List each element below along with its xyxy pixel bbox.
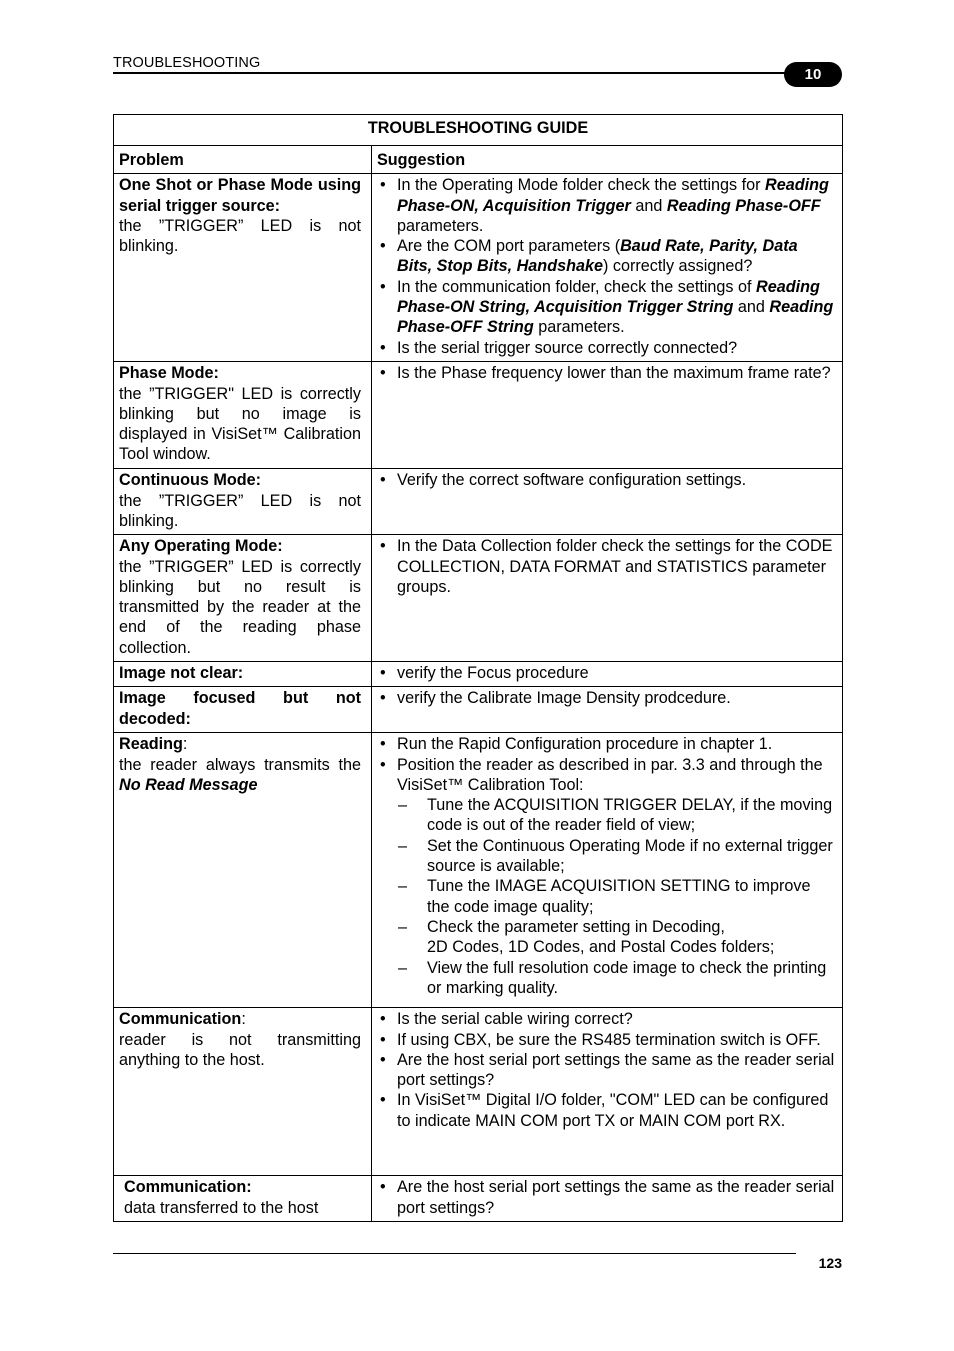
problem-description: the ”TRIGGER” LED is correctly blinking but no result is transmitted by the reader at the end of the reading phase collection.	[119, 557, 361, 657]
sub-item: – Check the parameter setting in Decoding, 2D Codes, 1D Codes, and Postal Codes folders;	[398, 917, 836, 958]
problem-cell	[114, 535, 372, 662]
suggestion-item: • Is the Phase frequency lower than the maximum frame rate?	[378, 363, 836, 383]
problem-cell	[114, 174, 372, 362]
suggestion-cell	[372, 1176, 843, 1222]
table-row	[114, 662, 843, 687]
suggestion-item: • Is the serial cable wiring correct?	[378, 1009, 836, 1029]
problem-description: data transferred to the host	[124, 1198, 319, 1217]
suggestion-item: • In the communication folder, check the settings of Reading Phase-ON String, Acquisition Trigger String and Reading Phase-OFF String parameters.	[378, 277, 836, 338]
problem-title: One Shot or Phase Mode using serial trigger source:	[119, 176, 361, 215]
suggestion-item: • Verify the correct software configuration settings.	[378, 470, 836, 490]
suggestion-cell	[372, 662, 843, 687]
problem-cell	[114, 362, 372, 469]
column-header-problem: Problem	[114, 146, 372, 174]
column-header-suggestion: Suggestion	[372, 146, 843, 174]
section-header: TROUBLESHOOTING	[113, 55, 261, 71]
header-rule	[113, 72, 803, 74]
suggestion-cell	[372, 733, 843, 1008]
problem-description: reader is not transmitting anything to the host.	[119, 1030, 361, 1069]
sub-item: – Set the Continuous Operating Mode if no external trigger source is available;	[398, 836, 836, 877]
suggestion-item: • In VisiSet™ Digital I/O folder, "COM" LED can be configured to indicate MAIN COM port TX or MAIN COM port RX.	[378, 1090, 836, 1131]
page-number: 123	[818, 1255, 842, 1271]
problem-cell	[114, 687, 372, 733]
table-row	[114, 469, 843, 535]
sub-item: – View the full resolution code image to check the printing or marking quality.	[398, 958, 836, 999]
suggestion-item: • Position the reader as described in par. 3.3 and through the VisiSet™ Calibration Tool: – Tune the ACQUISITION TRIGGER DELAY, if the moving code is out of the reader field of view; – Set the Continuous Operating Mode if no external trigger source is available; – Tune the IMAGE ACQUISITION SETTING to improve the code image quality; – Check the parameter setting in Decoding, 2D Codes, 1D Codes, and Postal Codes folders; – View the full resolution code image to check the printing or marking quality.	[378, 755, 836, 999]
suggestion-item: • Are the host serial port settings the same as the reader serial port settings?	[378, 1050, 836, 1091]
problem-title: Communication:	[119, 1010, 246, 1029]
problem-cell	[114, 662, 372, 687]
problem-description: the ”TRIGGER" LED is correctly blinking but no image is displayed in VisiSet™ Calibration Tool window.	[119, 384, 361, 464]
suggestion-item: • If using CBX, be sure the RS485 termination switch is OFF.	[378, 1030, 836, 1050]
footer-rule	[113, 1253, 796, 1254]
problem-title: Continuous Mode:	[119, 471, 262, 490]
suggestion-cell	[372, 174, 843, 362]
problem-cell	[114, 469, 372, 535]
problem-description: the ”TRIGGER” LED is not blinking.	[119, 216, 361, 256]
problem-title: Phase Mode:	[119, 364, 219, 383]
suggestion-cell	[372, 1008, 843, 1176]
suggestion-cell	[372, 362, 843, 469]
problem-description: the ”TRIGGER” LED is not blinking.	[119, 491, 361, 530]
problem-title: Reading:	[119, 735, 188, 754]
suggestion-item: • Run the Rapid Configuration procedure in chapter 1.	[378, 734, 836, 754]
table-row	[114, 687, 843, 733]
problem-cell	[114, 1008, 372, 1176]
suggestion-item: • In the Data Collection folder check the settings for the CODE COLLECTION, DATA FORMAT and STATISTICS parameter groups.	[378, 536, 836, 597]
sub-item: – Tune the ACQUISITION TRIGGER DELAY, if the moving code is out of the reader field of view;	[398, 795, 836, 836]
chapter-badge: 10	[784, 62, 842, 87]
suggestion-cell	[372, 535, 843, 662]
table-row	[114, 535, 843, 662]
suggestion-item: • verify the Calibrate Image Density prodcedure.	[378, 688, 836, 708]
table-row	[114, 174, 843, 362]
problem-title: Image not clear:	[119, 664, 244, 683]
table-row	[114, 362, 843, 469]
table-title-row	[114, 115, 843, 146]
table-header-row	[114, 146, 843, 174]
table-row	[114, 733, 843, 1008]
suggestion-item: • Is the serial trigger source correctly connected?	[378, 338, 836, 358]
suggestion-item: • Are the host serial port settings the same as the reader serial port settings?	[378, 1177, 836, 1218]
table-row	[114, 1176, 843, 1222]
problem-title: Any Operating Mode:	[119, 537, 283, 556]
suggestion-cell	[372, 687, 843, 733]
suggestion-cell	[372, 469, 843, 535]
problem-description: the reader always transmits the No Read Message	[119, 755, 361, 794]
table-title: TROUBLESHOOTING GUIDE	[114, 115, 843, 146]
suggestion-item: • In the Operating Mode folder check the settings for Reading Phase-ON, Acquisition Trigger and Reading Phase-OFF parameters.	[378, 175, 836, 236]
problem-cell	[114, 733, 372, 1008]
problem-title: Image focused but not decoded:	[119, 689, 361, 728]
problem-cell	[114, 1176, 372, 1222]
problem-title: Communication:	[124, 1178, 252, 1197]
table-row	[114, 1008, 843, 1176]
sub-item: – Tune the IMAGE ACQUISITION SETTING to improve the code image quality;	[398, 876, 836, 917]
troubleshooting-table	[113, 114, 843, 1222]
suggestion-item: • verify the Focus procedure	[378, 663, 836, 683]
suggestion-item: • Are the COM port parameters (Baud Rate, Parity, Data Bits, Stop Bits, Handshake) correctly assigned?	[378, 236, 836, 277]
